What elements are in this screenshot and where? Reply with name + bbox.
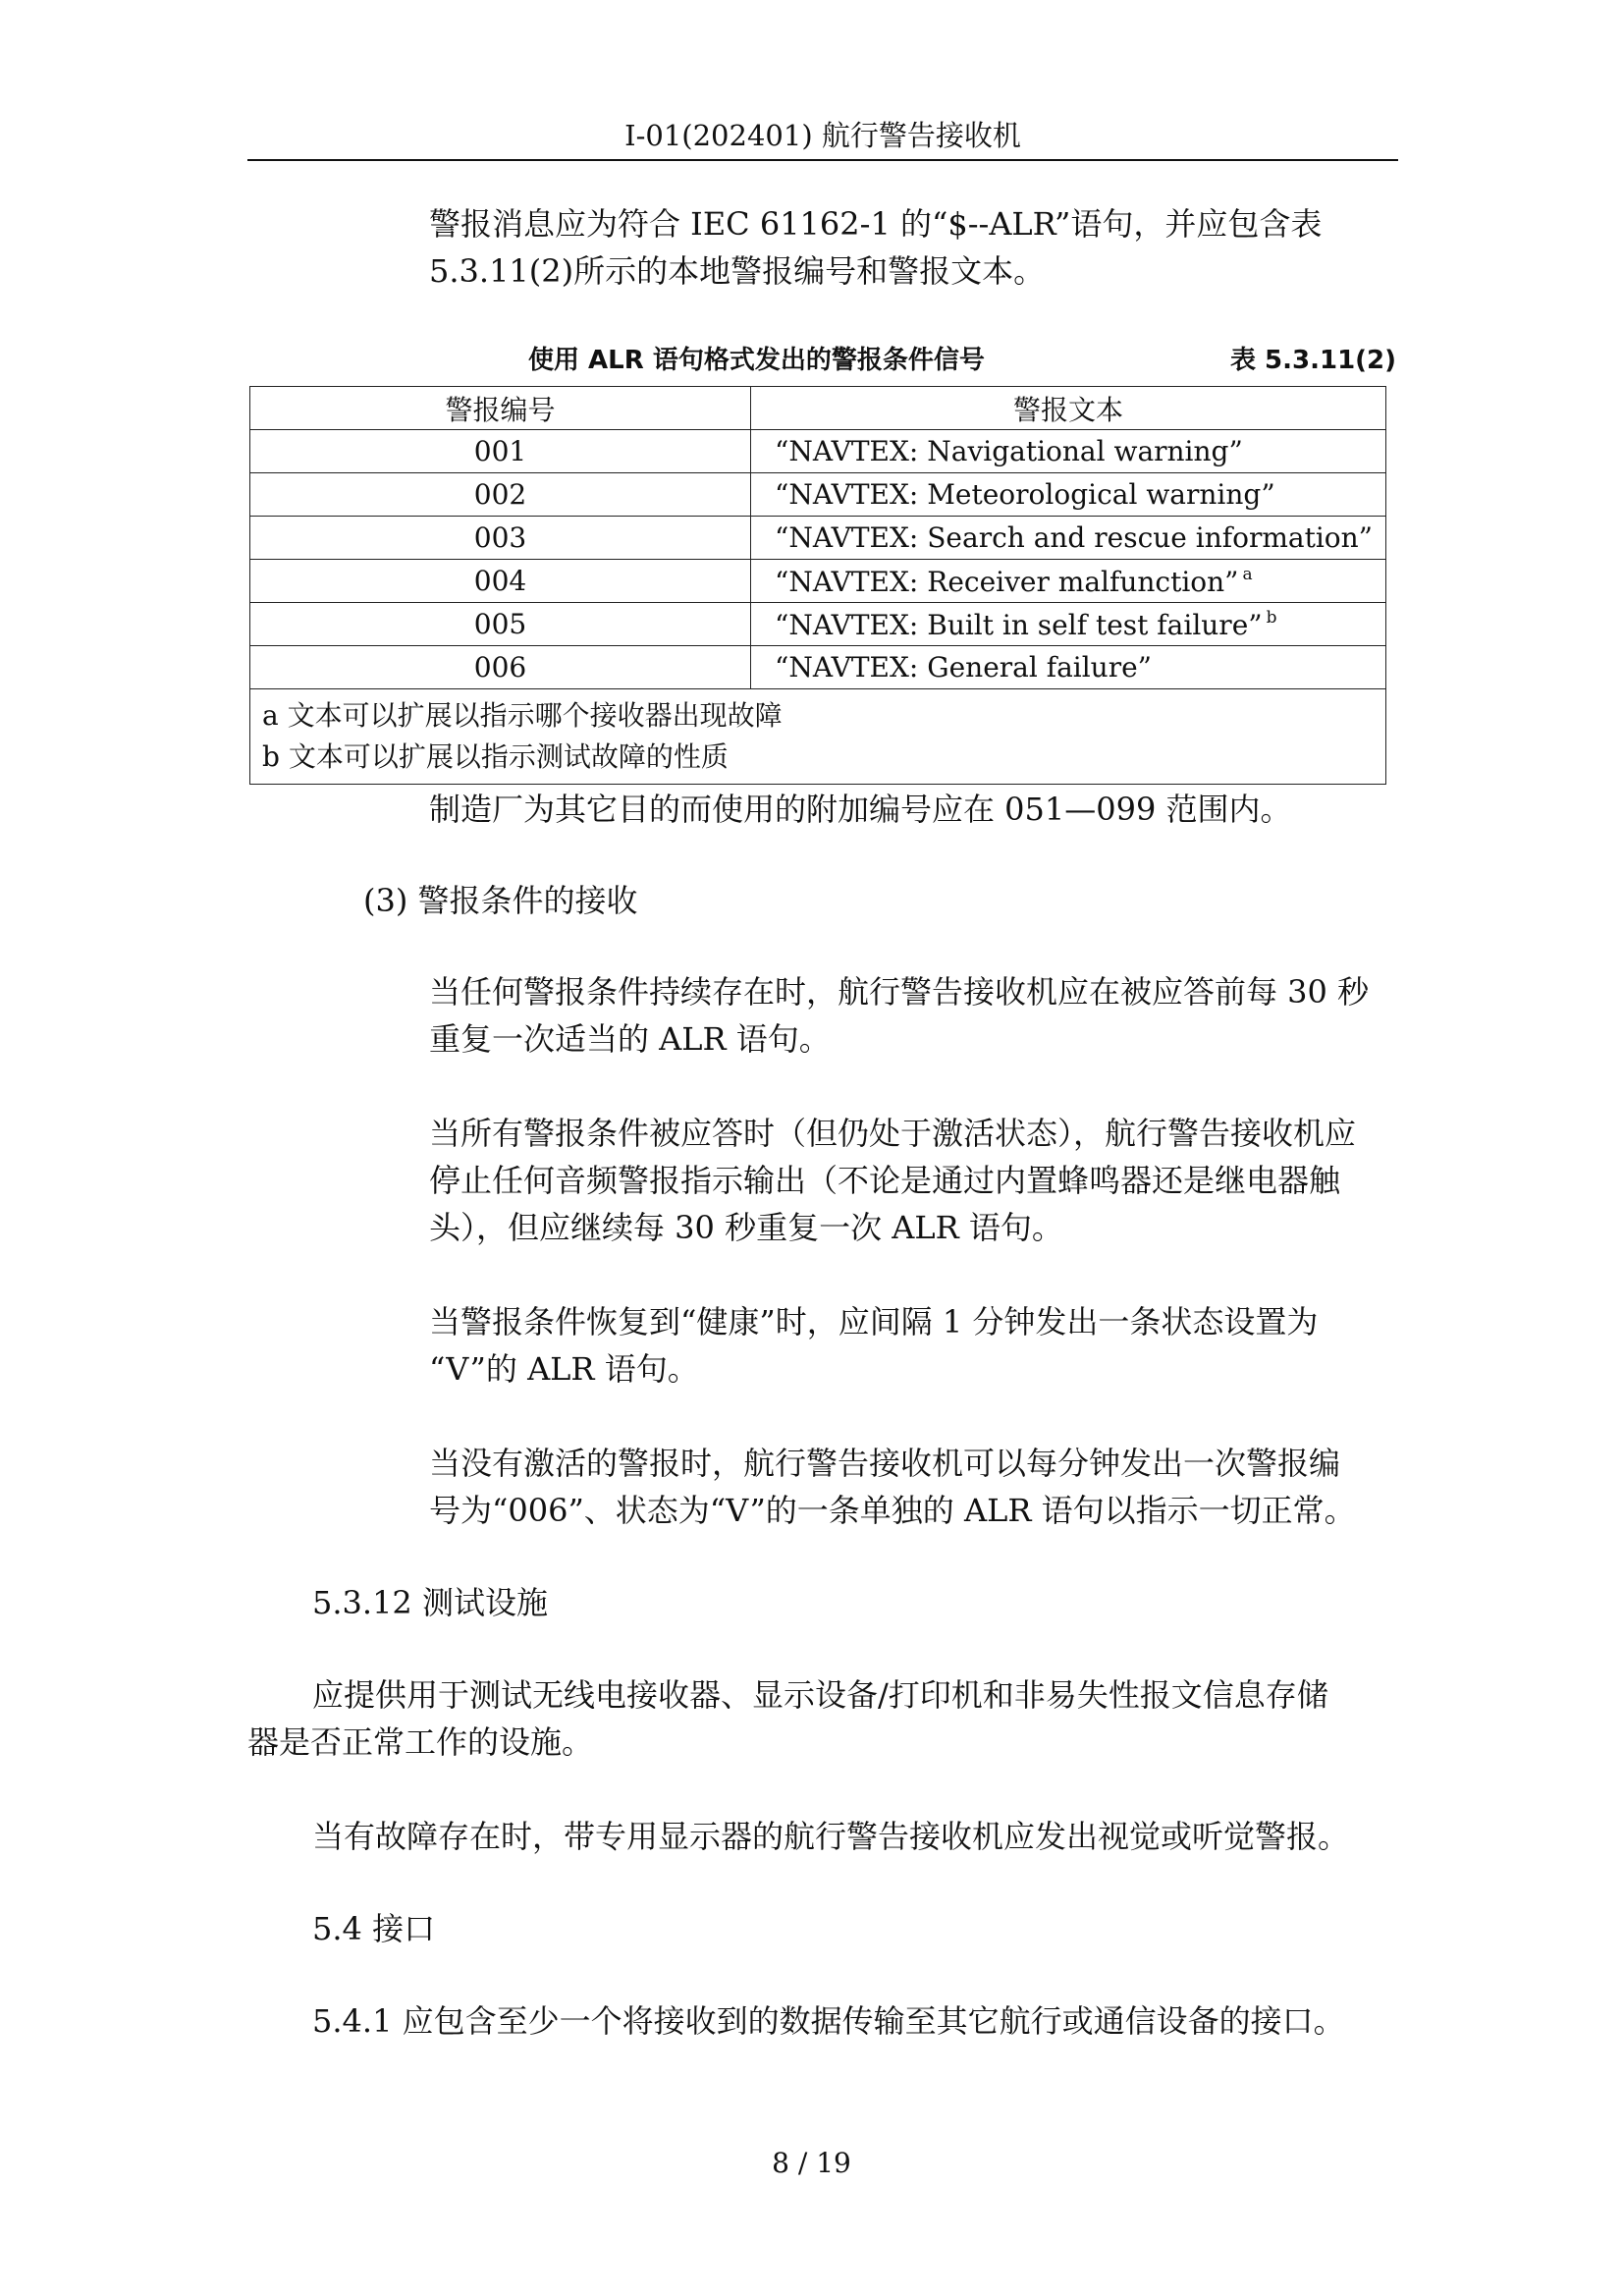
s5312-p2: 当有故障存在时，带专用显示器的航行警告接收机应发出视觉或听觉警报。 xyxy=(312,1818,1350,1855)
s5312-p1-line-2: 器是否正常工作的设施。 xyxy=(247,1723,594,1761)
alarm-code: 001 xyxy=(250,430,751,473)
section-5-4-1: 5.4.1 应包含至少一个将接收到的数据传输至其它航行或通信设备的接口。 xyxy=(312,2002,1345,2040)
alarm-text: “NAVTEX: Meteorological warning” xyxy=(775,478,1275,511)
alarm-text: “NAVTEX: Receiver malfunction” xyxy=(775,565,1239,598)
sub3-p2-line-1: 当所有警报条件被应答时（但仍处于激活状态），航行警告接收机应 xyxy=(429,1115,1357,1152)
footnote-marker: b xyxy=(1266,607,1277,628)
footnote-b: b 文本可以扩展以指示测试故障的性质 xyxy=(262,740,729,773)
alarm-text-cell xyxy=(751,517,1386,560)
alarm-code: 004 xyxy=(250,560,751,603)
alarm-text-cell xyxy=(751,603,1386,646)
alarm-code: 003 xyxy=(250,517,751,560)
alarm-text-cell xyxy=(751,473,1386,517)
sub3-p3-line-2: “V”的 ALR 语句。 xyxy=(429,1350,699,1388)
sub3-p2-line-2: 停止任何音频警报指示输出（不论是通过内置蜂鸣器还是继电器触 xyxy=(429,1162,1341,1199)
alarm-text-cell xyxy=(751,646,1386,689)
table-notes-row xyxy=(250,689,1386,785)
running-header: I-01(202401) 航行警告接收机 xyxy=(624,119,1021,152)
table-row xyxy=(250,473,1386,517)
alarm-text: “NAVTEX: Navigational warning” xyxy=(775,435,1243,467)
sub3-p4-line-1: 当没有激活的警报时，航行警告接收机可以每分钟发出一次警报编 xyxy=(429,1445,1341,1482)
additional-codes-note: 制造厂为其它目的而使用的附加编号应在 051—099 范围内。 xyxy=(429,791,1292,828)
page-number: 8 / 19 xyxy=(772,2147,851,2179)
sub3-p3-line-1: 当警报条件恢复到“健康”时，应间隔 1 分钟发出一条状态设置为 xyxy=(429,1303,1319,1340)
alarm-code: 006 xyxy=(250,646,751,689)
header-rule xyxy=(247,159,1398,161)
alarm-table xyxy=(249,386,1386,785)
table-row xyxy=(250,517,1386,560)
table-caption: 使用 ALR 语句格式发出的警报条件信号 xyxy=(528,346,985,375)
s5312-p1-line-1: 应提供用于测试无线电接收器、显示设备/打印机和非易失性报文信息存储 xyxy=(312,1676,1328,1714)
sub3-p2-line-3: 头），但应继续每 30 秒重复一次 ALR 语句。 xyxy=(429,1209,1063,1246)
table-row xyxy=(250,430,1386,473)
sub3-p1-line-1: 当任何警报条件持续存在时，航行警告接收机应在被应答前每 30 秒 xyxy=(429,973,1370,1011)
footnote-marker: a xyxy=(1242,564,1253,584)
section-5-4-heading: 5.4 接口 xyxy=(312,1910,436,1947)
column-header-text: 警报文本 xyxy=(751,387,1386,430)
sub3-p1-line-2: 重复一次适当的 ALR 语句。 xyxy=(429,1020,831,1058)
intro-line-2: 5.3.11(2)所示的本地警报编号和警报文本。 xyxy=(429,252,1046,290)
alarm-text-cell xyxy=(751,560,1386,603)
section-5-3-12-heading: 5.3.12 测试设施 xyxy=(312,1584,548,1621)
table-number: 表 5.3.11(2) xyxy=(1230,346,1397,375)
subsection-3-heading: (3) 警报条件的接收 xyxy=(363,882,638,919)
alarm-text-cell xyxy=(751,430,1386,473)
alarm-text: “NAVTEX: Search and rescue information” xyxy=(775,521,1373,554)
table-footnotes xyxy=(250,689,1386,785)
alarm-code: 002 xyxy=(250,473,751,517)
table-header-row xyxy=(250,387,1386,430)
column-header-code: 警报编号 xyxy=(250,387,751,430)
alarm-code: 005 xyxy=(250,603,751,646)
intro-line-1: 警报消息应为符合 IEC 61162-1 的“$--ALR”语句，并应包含表 xyxy=(429,205,1323,243)
sub3-p4-line-2: 号为“006”、状态为“V”的一条单独的 ALR 语句以指示一切正常。 xyxy=(429,1492,1356,1529)
table-row xyxy=(250,560,1386,603)
table-row xyxy=(250,603,1386,646)
alarm-text: “NAVTEX: Built in self test failure” xyxy=(775,608,1263,641)
alarm-text: “NAVTEX: General failure” xyxy=(775,651,1152,683)
table-row xyxy=(250,646,1386,689)
footnote-a: a 文本可以扩展以指示哪个接收器出现故障 xyxy=(262,699,783,732)
